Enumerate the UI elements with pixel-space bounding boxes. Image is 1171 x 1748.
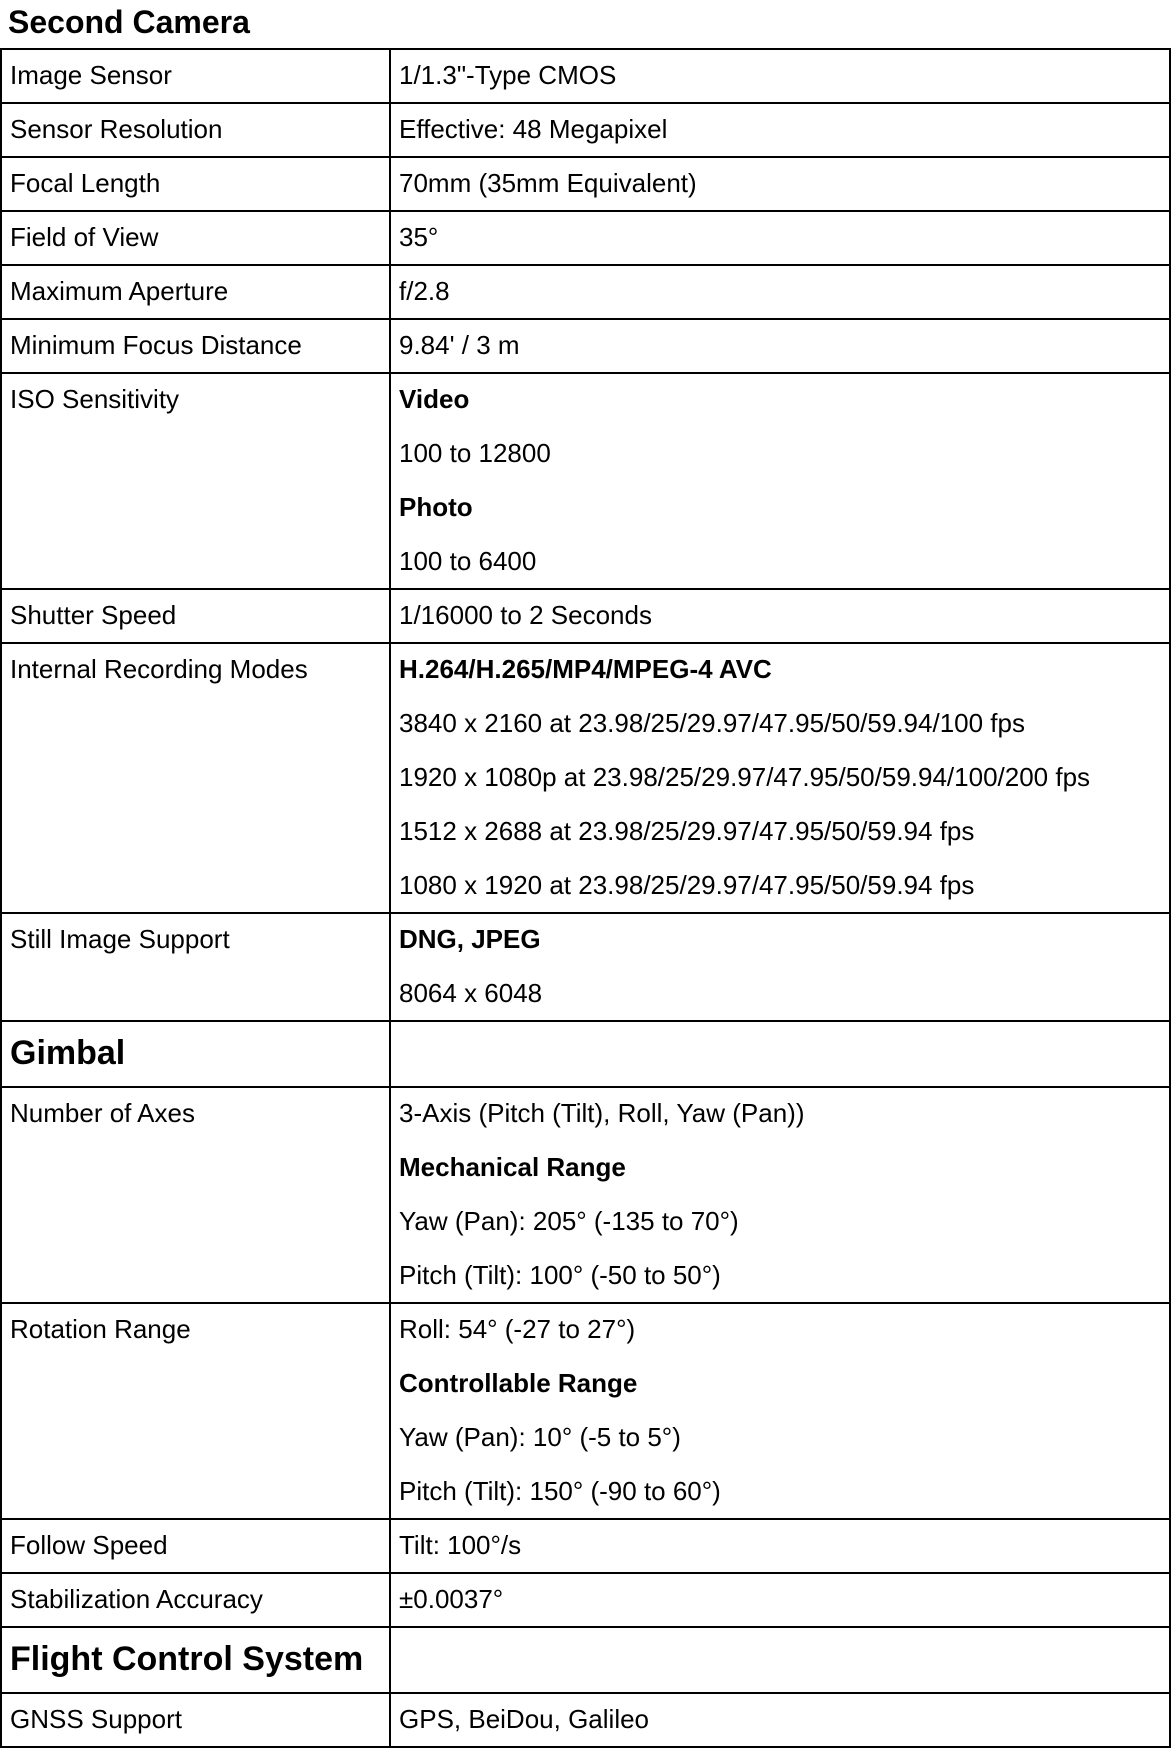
table-row [1,211,1170,265]
spec-value-line: Yaw (Pan): 10° (-5 to 5°) [399,1422,681,1452]
spec-label: Sensor Resolution [1,103,390,157]
spec-value [390,157,1170,211]
spec-value-line: Yaw (Pan): 205° (-135 to 70°) [399,1206,739,1236]
spec-value-line: Tilt: 100°/s [399,1530,522,1560]
spec-value-line: 100 to 12800 [399,438,551,468]
table-row [1,319,1170,373]
spec-value-subheading: Video [399,384,470,414]
spec-label: Image Sensor [1,49,390,103]
spec-value-line: 1/1.3"-Type CMOS [399,60,617,90]
table-row [1,373,1170,589]
spec-value-subheading: Controllable Range [399,1368,638,1398]
table-row [1,913,1170,1021]
spec-value [390,1519,1170,1573]
spec-value [390,373,1170,589]
spec-value-line: 1/16000 to 2 Seconds [399,600,652,630]
table-row [1,1573,1170,1627]
spec-value-line: 1512 x 2688 at 23.98/25/29.97/47.95/50/59.94 fps [399,816,975,846]
table-row [1,1519,1170,1573]
spec-value-line: 9.84' / 3 m [399,330,520,360]
table-row [1,589,1170,643]
spec-label: Stabilization Accuracy [1,1573,390,1627]
table-row [1,103,1170,157]
spec-value-line: GPS, BeiDou, Galileo [399,1704,650,1734]
spec-label: ISO Sensitivity [1,373,390,589]
spec-value [390,319,1170,373]
page-title: Second Camera [8,4,250,40]
spec-value [390,1693,1170,1747]
spec-value [390,1021,1170,1087]
spec-label: GNSS Support [1,1693,390,1747]
spec-label: Internal Recording Modes [1,643,390,913]
spec-value [390,1573,1170,1627]
spec-value [390,1303,1170,1519]
spec-value-subheading: DNG, JPEG [399,924,541,954]
spec-value-line: 1080 x 1920 at 23.98/25/29.97/47.95/50/59.94 fps [399,870,975,900]
spec-value-line: 3-Axis (Pitch (Tilt), Roll, Yaw (Pan)) [399,1098,805,1128]
spec-value-line: 8064 x 6048 [399,978,543,1008]
spec-value [390,1087,1170,1303]
section-title: Flight Control System [1,1627,390,1693]
section-header-row [1,1021,1170,1087]
spec-label: Still Image Support [1,913,390,1021]
section-header-row [1,1627,1170,1693]
spec-value [390,589,1170,643]
spec-table [0,48,1171,1748]
spec-value-line: Effective: 48 Megapixel [399,114,668,144]
spec-label: Number of Axes [1,1087,390,1303]
spec-value-line: Pitch (Tilt): 150° (-90 to 60°) [399,1476,721,1506]
spec-label: Maximum Aperture [1,265,390,319]
table-row [1,1693,1170,1747]
spec-value-line: 35° [399,222,439,252]
table-row [1,1303,1170,1519]
spec-label: Focal Length [1,157,390,211]
spec-value-line: 100 to 6400 [399,546,537,576]
section-title: Gimbal [1,1021,390,1087]
spec-value [390,265,1170,319]
spec-label: Shutter Speed [1,589,390,643]
table-row [1,157,1170,211]
spec-value-subheading: Photo [399,492,473,522]
spec-value [390,49,1170,103]
spec-value-subheading: H.264/H.265/MP4/MPEG-4 AVC [399,654,772,684]
table-row [1,643,1170,913]
spec-value-line: Pitch (Tilt): 100° (-50 to 50°) [399,1260,721,1290]
spec-table-body [1,49,1170,1747]
spec-value-subheading: Mechanical Range [399,1152,626,1182]
spec-label: Field of View [1,211,390,265]
spec-label: Minimum Focus Distance [1,319,390,373]
spec-value-line: 70mm (35mm Equivalent) [399,168,697,198]
spec-value-line: ±0.0037° [399,1584,504,1614]
table-row [1,1087,1170,1303]
spec-value [390,211,1170,265]
spec-value-line: f/2.8 [399,276,450,306]
spec-value-line: 3840 x 2160 at 23.98/25/29.97/47.95/50/59.94/100 fps [399,708,1025,738]
spec-value [390,913,1170,1021]
spec-label: Rotation Range [1,1303,390,1519]
spec-value-line: Roll: 54° (-27 to 27°) [399,1314,636,1344]
spec-value [390,103,1170,157]
spec-value [390,1627,1170,1693]
spec-value [390,643,1170,913]
spec-value-line: 1920 x 1080p at 23.98/25/29.97/47.95/50/59.94/100/200 fps [399,762,1091,792]
table-row [1,49,1170,103]
spec-label: Follow Speed [1,1519,390,1573]
table-row [1,265,1170,319]
